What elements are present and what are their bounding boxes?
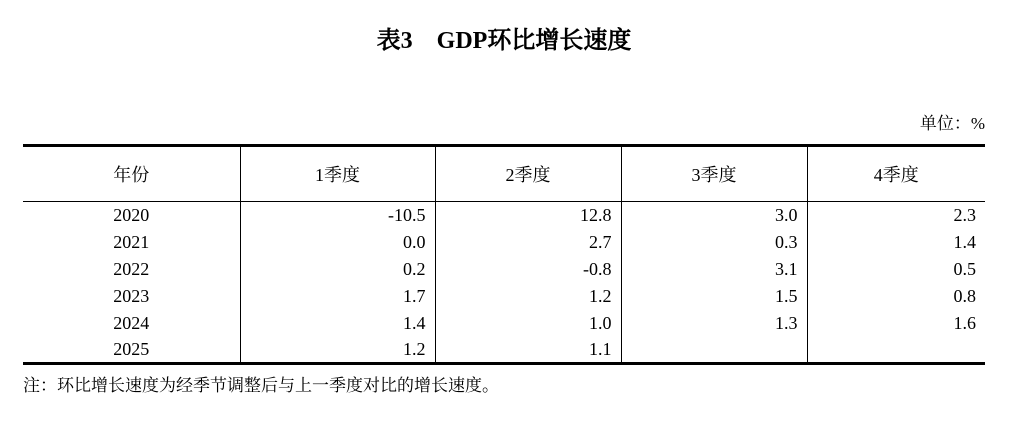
value-cell: 1.3 [621,310,807,337]
table-row [23,310,985,337]
column-header-q2: 2季度 [435,146,621,202]
value-cell: -10.5 [240,202,435,229]
value-cell: 1.0 [435,310,621,337]
year-cell: 2021 [113,231,150,252]
table-row [23,256,985,283]
value-cell: -0.8 [435,256,621,283]
year-cell: 2022 [113,258,150,279]
value-cell: 2.3 [807,202,985,229]
column-header-q4: 4季度 [807,146,985,202]
year-cell: 2020 [113,204,150,225]
value-cell: 1.1 [435,337,621,364]
column-header-q3: 3季度 [621,146,807,202]
gdp-qoq-growth-table [23,144,985,365]
value-cell: 0.2 [240,256,435,283]
value-cell: 0.0 [240,229,435,256]
value-cell: 1.7 [240,283,435,310]
value-cell: 1.2 [240,337,435,364]
column-header-q1: 1季度 [240,146,435,202]
value-cell: 0.5 [807,256,985,283]
table-row [23,337,985,364]
value-cell [807,337,985,364]
value-cell: 12.8 [435,202,621,229]
value-cell: 2.7 [435,229,621,256]
value-cell: 1.5 [621,283,807,310]
value-cell: 3.0 [621,202,807,229]
value-cell: 1.4 [240,310,435,337]
value-cell: 0.3 [621,229,807,256]
value-cell [621,337,807,364]
value-cell: 3.1 [621,256,807,283]
value-cell: 1.6 [807,310,985,337]
value-cell: 1.4 [807,229,985,256]
table-row [23,202,985,229]
column-header-year: 年份 [113,165,150,185]
table-row [23,229,985,256]
unit-label: 单位：% [919,114,985,133]
table-title: 表3 GDP环比增长速度 [376,28,632,54]
year-cell: 2025 [113,338,150,359]
year-cell: 2024 [113,312,150,333]
value-cell: 0.8 [807,283,985,310]
value-cell: 1.2 [435,283,621,310]
header-row [23,146,985,202]
table-footnote: 注：环比增长速度为经季节调整后与上一季度对比的增长速度。 [23,376,499,395]
table-row [23,283,985,310]
year-cell: 2023 [113,285,150,306]
